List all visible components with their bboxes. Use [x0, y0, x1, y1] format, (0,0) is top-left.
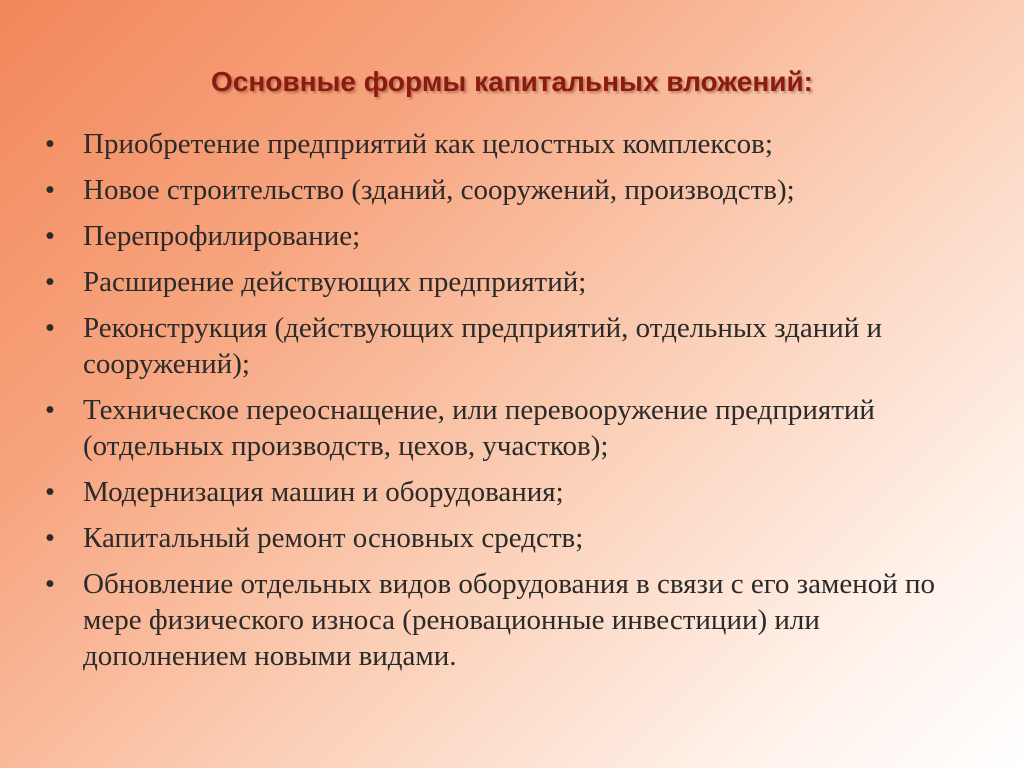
- bullet-icon: •: [44, 128, 56, 160]
- bullet-item: [40, 126, 980, 162]
- bullet-text: Расширение действующих предприятий;: [83, 266, 587, 298]
- bullet-item: [40, 392, 980, 464]
- bullet-icon: •: [44, 476, 56, 508]
- slide-title: Основные формы капитальных вложений:: [210, 66, 813, 97]
- bullet-text: Техническое переоснащение, или перевооружение предприятий (отдельных производств, цехов, участков);: [83, 394, 875, 462]
- bullet-icon: •: [44, 522, 56, 554]
- bullet-text: Перепрофилирование;: [83, 220, 361, 252]
- bullet-item: [40, 172, 980, 208]
- bullet-text: Реконструкция (действующих предприятий, отдельных зданий и сооружений);: [83, 312, 883, 380]
- bullet-item: [40, 310, 980, 382]
- bullet-icon: •: [44, 266, 56, 298]
- bullet-text: Капитальный ремонт основных средств;: [83, 522, 584, 554]
- bullet-item: [40, 264, 980, 300]
- bullet-icon: •: [44, 220, 56, 252]
- bullet-item: [40, 566, 980, 674]
- bullet-list: [40, 126, 980, 684]
- bullet-icon: •: [44, 568, 56, 600]
- bullet-item: [40, 474, 980, 510]
- bullet-item: [40, 218, 980, 254]
- bullet-text: Приобретение предприятий как целостных комплексов;: [83, 128, 773, 160]
- bullet-text: Модернизация машин и оборудования;: [83, 476, 564, 508]
- bullet-icon: •: [44, 312, 56, 344]
- bullet-icon: •: [44, 174, 56, 206]
- bullet-item: [40, 520, 980, 556]
- bullet-text: Обновление отдельных видов оборудования в связи с его заменой по мере физического износа (реновационные инвестиции) или дополнением новыми видами.: [83, 568, 936, 672]
- bullet-icon: •: [44, 394, 56, 426]
- bullet-text: Новое строительство (зданий, сооружений, производств);: [83, 174, 795, 206]
